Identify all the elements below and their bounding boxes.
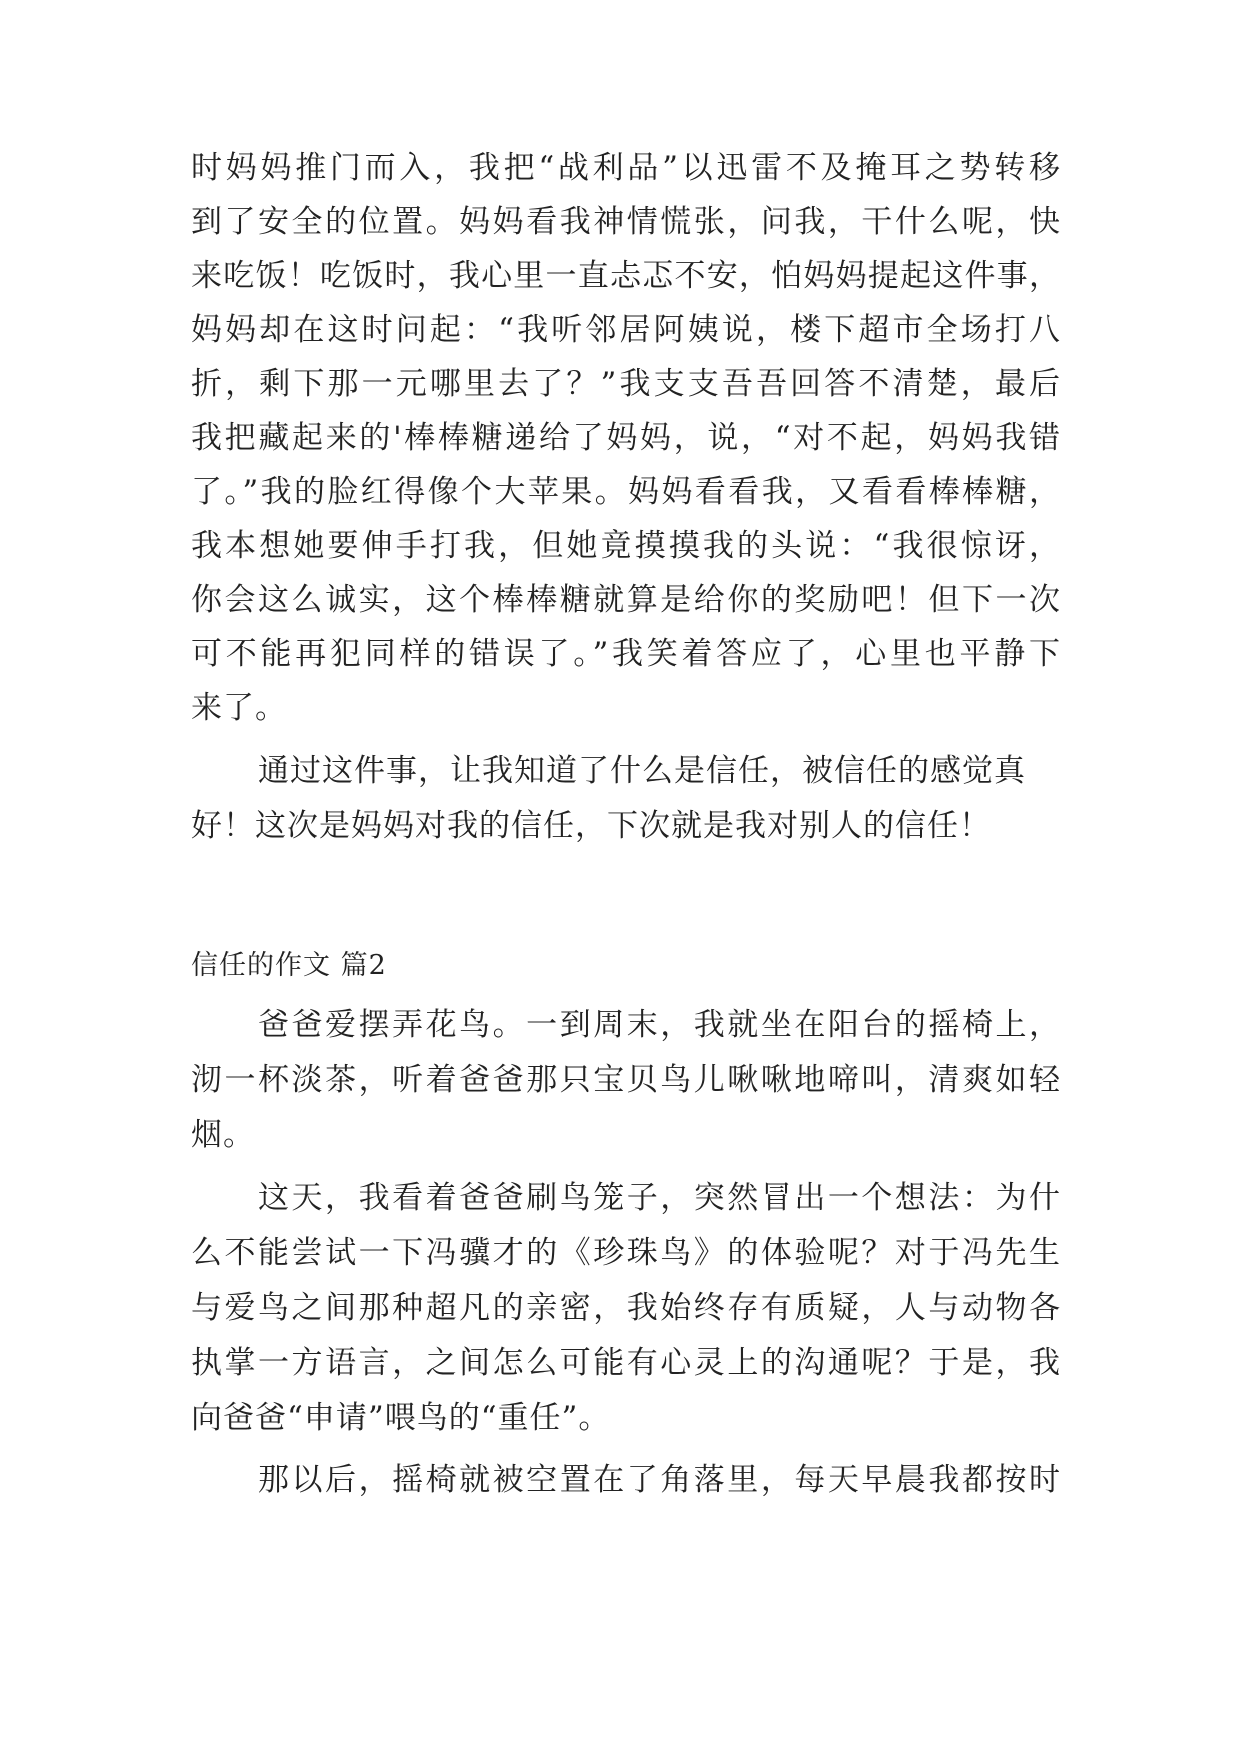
section-title: 信任的作文 篇2: [191, 950, 387, 981]
text-line: 到了安全的位置。妈妈看我神情慌张，问我，干什么呢，快: [191, 204, 1061, 240]
text-line: 好！这次是妈妈对我的信任，下次就是我对别人的信任！: [191, 808, 991, 844]
text-line: 你会这么诚实，这个棒棒糖就算是给你的奖励吧！但下一次: [191, 582, 1061, 618]
text-line: 来吃饭！吃饭时，我心里一直忐忑不安，怕妈妈提起这件事，: [191, 258, 1061, 294]
text-line: 向爸爸“申请”喂鸟的“重任”。: [191, 1400, 611, 1436]
text-line: 么不能尝试一下冯骥才的《珍珠鸟》的体验呢？对于冯先生: [191, 1235, 1061, 1271]
text-line: 可不能再犯同样的错误了。”我笑着答应了，心里也平静下: [191, 636, 1061, 672]
text-line: 妈妈却在这时问起：“我听邻居阿姨说，楼下超市全场打八: [191, 312, 1061, 348]
text-line: 通过这件事，让我知道了什么是信任，被信任的感觉真: [258, 753, 1026, 789]
text-line: 爸爸爱摆弄花鸟。一到周末，我就坐在阳台的摇椅上，: [258, 1007, 1061, 1043]
text-line: 烟。: [191, 1117, 255, 1153]
text-line: 我本想她要伸手打我，但她竟摸摸我的头说：“我很惊讶，: [191, 528, 1061, 564]
text-line: 这天，我看着爸爸刷鸟笼子，突然冒出一个想法：为什: [258, 1180, 1061, 1216]
text-line: 我把藏起来的'棒棒糖递给了妈妈，说，“对不起，妈妈我错: [191, 420, 1061, 456]
text-line: 沏一杯淡茶，听着爸爸那只宝贝鸟儿啾啾地啼叫，清爽如轻: [191, 1062, 1061, 1098]
text-line: 那以后，摇椅就被空置在了角落里，每天早晨我都按时: [258, 1462, 1061, 1498]
text-line: 来了。: [191, 690, 287, 726]
text-line: 了。”我的脸红得像个大苹果。妈妈看看我，又看看棒棒糖，: [191, 474, 1061, 510]
text-line: 时妈妈推门而入，我把“战利品”以迅雷不及掩耳之势转移: [191, 150, 1061, 186]
text-line: 执掌一方语言，之间怎么可能有心灵上的沟通呢？于是，我: [191, 1345, 1061, 1381]
text-line: 折，剩下那一元哪里去了？”我支支吾吾回答不清楚，最后: [191, 366, 1061, 402]
text-line: 与爱鸟之间那种超凡的亲密，我始终存有质疑，人与动物各: [191, 1290, 1061, 1326]
